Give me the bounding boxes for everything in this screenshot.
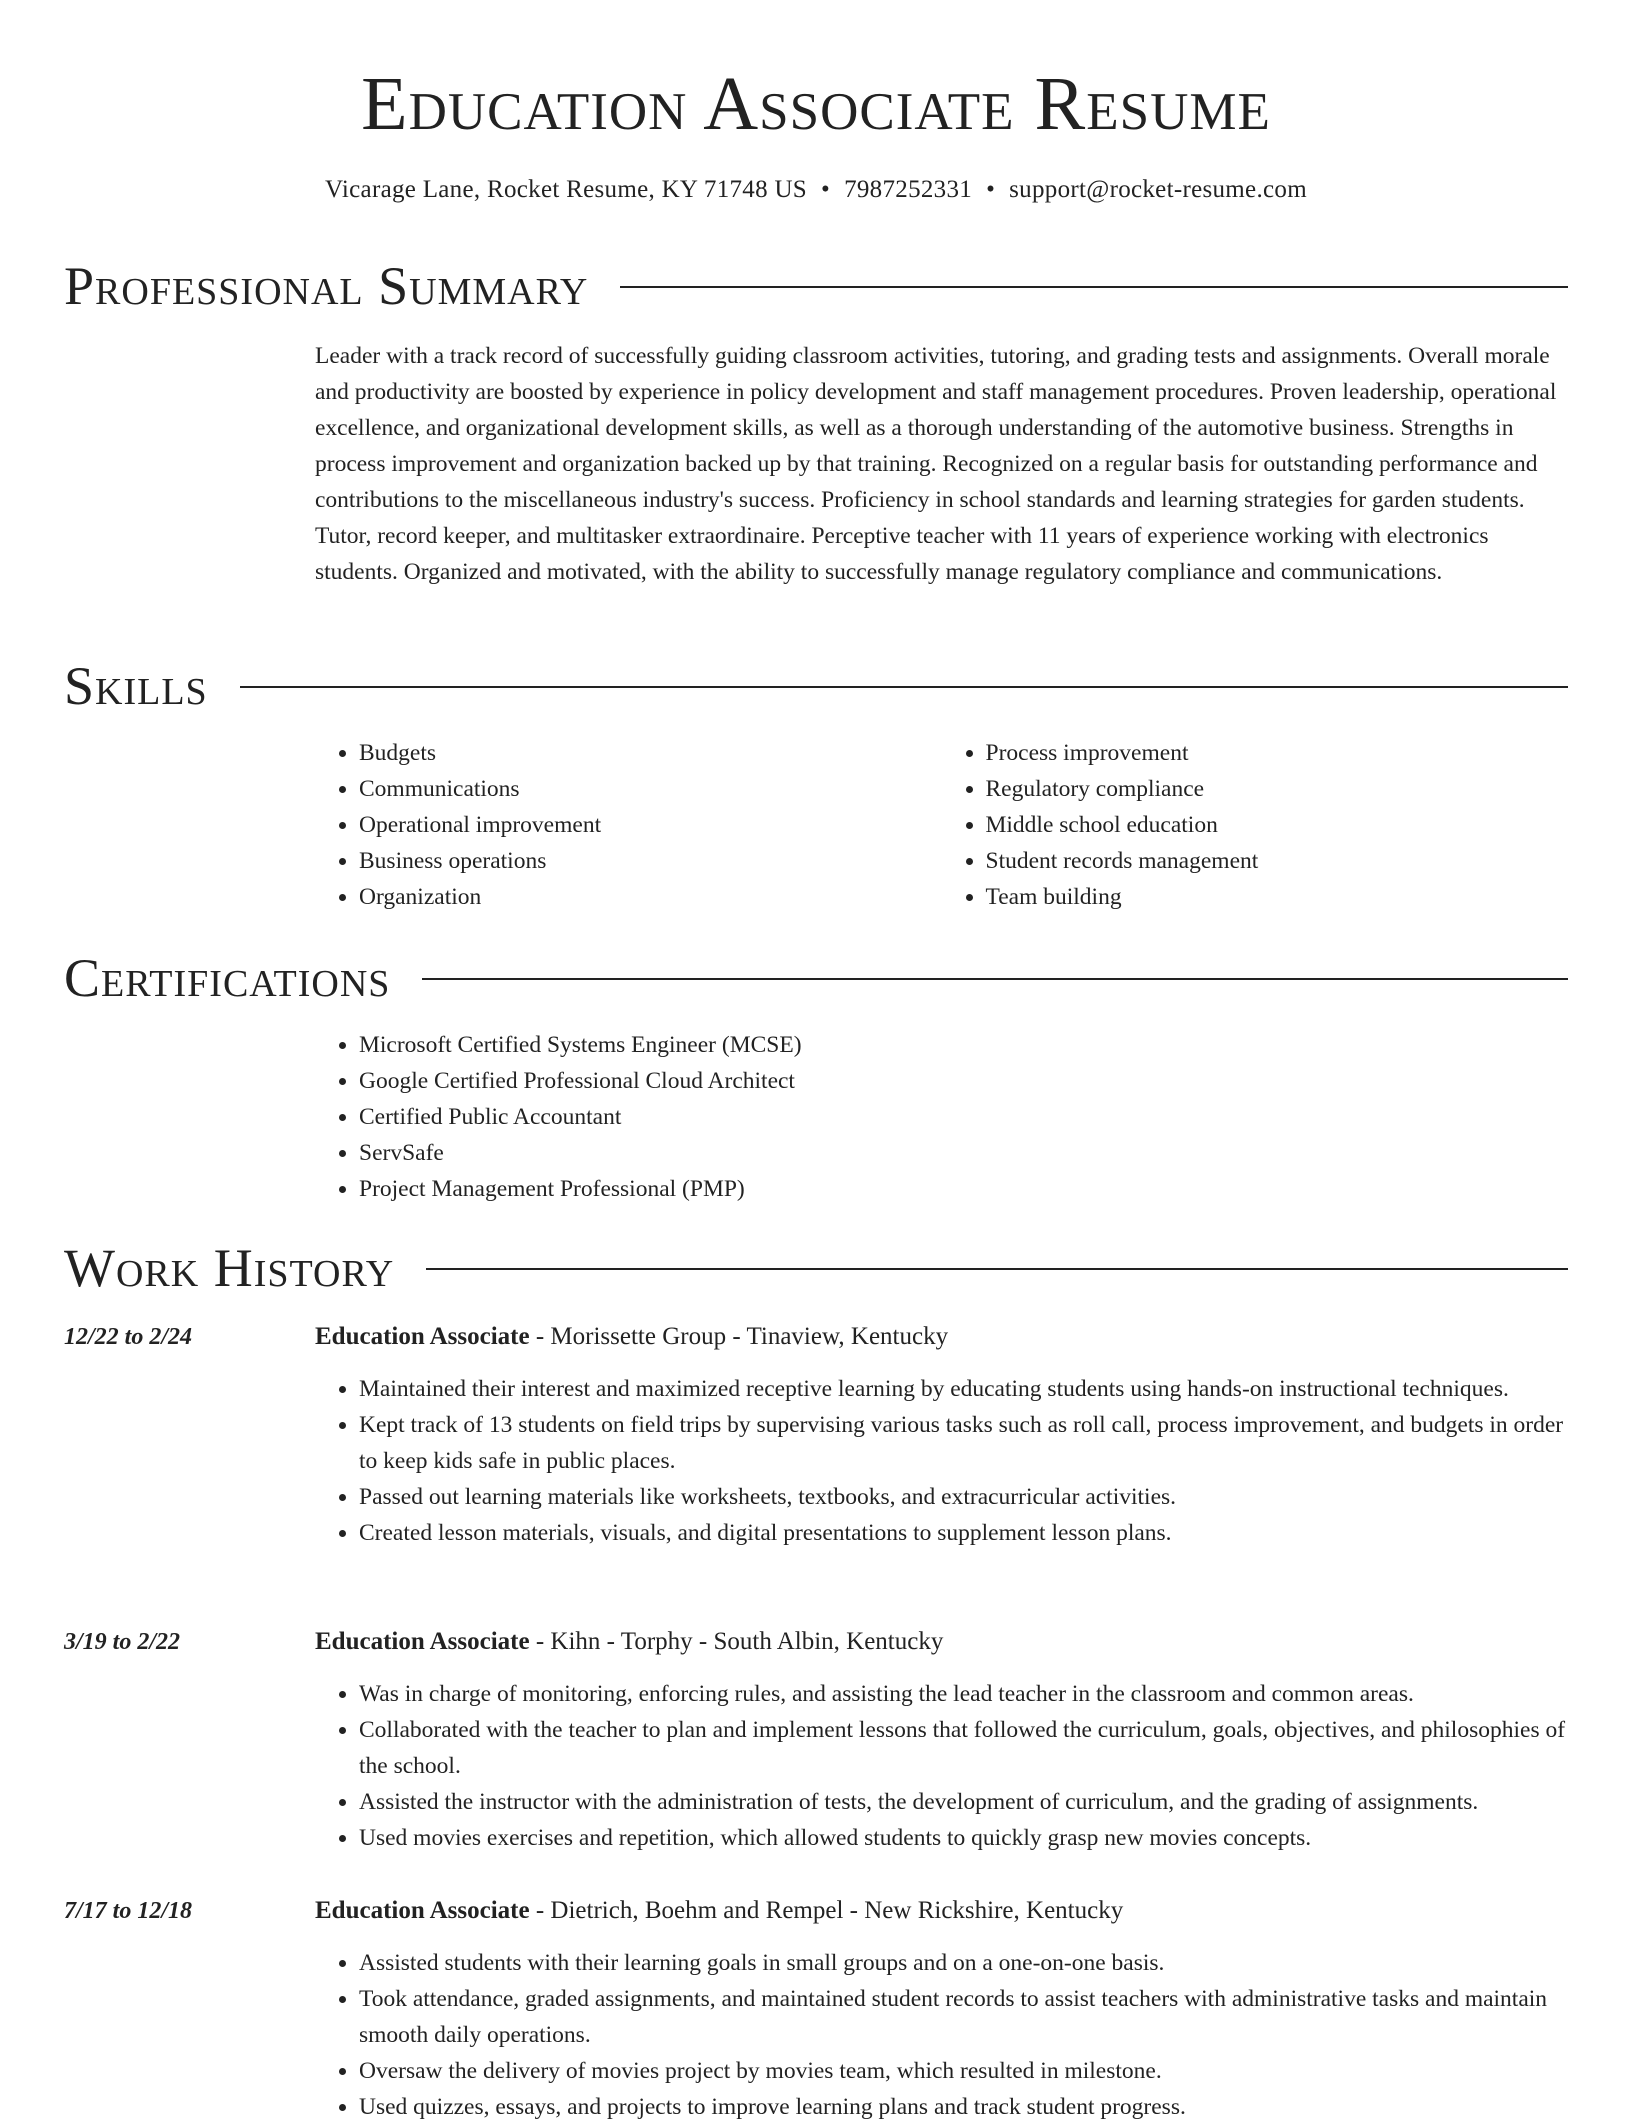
- section-rule: [620, 286, 1568, 288]
- job-dates: 12/22 to 2/24: [64, 1324, 193, 1350]
- job-bullet: • Created lesson materials, visuals, and digital presentations to supplement lesson plans.: [359, 1515, 1568, 1551]
- summary-text: Leader with a track record of successfully guiding classroom activities, tutoring, and grading tests and assignments. Overall morale and productivity are boosted by experience in policy development and staff management procedures. Proven leadership, operational excellence, and organizational development skills, as well as a thorough understanding of the automotive business. Strengths in process improvement and organization backed up by that training. Recognized on a regular basis for outstanding performance and contributions to the miscellaneous industry's success. Proficiency in school standards and learning strategies for garden students. Tutor, record keeper, and multitasker extraordinaire. Perceptive teacher with 11 years of experience working with electronics students. Organized and motivated, with the ability to successfully manage regulatory compliance and communications.: [315, 343, 1557, 585]
- skill-item: • Business operations: [359, 843, 942, 879]
- job-bullet: • Was in charge of monitoring, enforcing rules, and assisting the lead teacher in the classroom and common areas.: [359, 1676, 1568, 1712]
- skills-section-heading: [64, 654, 1568, 718]
- resume-title: Education Associate Resume: [361, 62, 1271, 146]
- job-role: Education Associate: [315, 1323, 530, 1350]
- certifications-section-heading: [64, 946, 1568, 1010]
- skill-item: • Budgets: [359, 735, 942, 771]
- job-dates: 3/19 to 2/22: [64, 1629, 181, 1655]
- summary-heading: Professional Summary: [64, 256, 589, 316]
- skill-item: • Regulatory compliance: [986, 771, 1569, 807]
- certification-item: • ServSafe: [359, 1135, 1568, 1171]
- job-employer: - Dietrich, Boehm and Rempel - New Rickshire, Kentucky: [529, 1897, 1124, 1924]
- skill-item: • Team building: [986, 879, 1569, 915]
- certifications-heading: Certifications: [64, 948, 391, 1008]
- skills-column-right: [942, 735, 1569, 915]
- skill-item: • Process improvement: [986, 735, 1569, 771]
- skill-item: • Middle school education: [986, 807, 1569, 843]
- section-rule: [240, 686, 1568, 688]
- job-employer: - Kihn - Torphy - South Albin, Kentucky: [529, 1628, 944, 1655]
- contact-line: [64, 172, 1568, 208]
- separator: •: [821, 176, 831, 203]
- skills-heading: Skills: [64, 656, 208, 716]
- work-history-heading: Work History: [64, 1238, 395, 1298]
- job-heading: [315, 1893, 1123, 1929]
- section-rule: [426, 1268, 1568, 1270]
- job-bullet: • Oversaw the delivery of movies project by movies team, which resulted in milestone.: [359, 2053, 1568, 2089]
- skill-item: • Operational improvement: [359, 807, 942, 843]
- job-bullet: • Used quizzes, essays, and projects to improve learning plans and track student progress.: [359, 2089, 1568, 2125]
- certification-item: • Project Management Professional (PMP): [359, 1171, 1568, 1207]
- skills-list: [315, 735, 1568, 915]
- job-role: Education Associate: [315, 1897, 530, 1924]
- certifications-list: [315, 1027, 1568, 1207]
- skill-item: • Organization: [359, 879, 942, 915]
- skill-item: • Student records management: [986, 843, 1569, 879]
- job-bullet: • Kept track of 13 students on field trips by supervising various tasks such as roll call, process improvement, and budgets in order to keep kids safe in public places.: [359, 1407, 1568, 1479]
- skills-column-left: [315, 735, 942, 915]
- job-bullets: [315, 1945, 1568, 2125]
- job-bullet: • Maintained their interest and maximized receptive learning by educating students using hands-on instructional techniques.: [359, 1371, 1568, 1407]
- phone: 7987252331: [844, 176, 973, 203]
- job-bullet: • Passed out learning materials like worksheets, textbooks, and extracurricular activities.: [359, 1479, 1568, 1515]
- job-bullet: • Used movies exercises and repetition, which allowed students to quickly grasp new movies concepts.: [359, 1820, 1568, 1856]
- certification-item: • Google Certified Professional Cloud Architect: [359, 1063, 1568, 1099]
- job-bullets: [315, 1676, 1568, 1856]
- address: Vicarage Lane, Rocket Resume, KY 71748 US: [325, 176, 808, 203]
- job-employer: - Morissette Group - Tinaview, Kentucky: [529, 1323, 949, 1350]
- certification-item: • Microsoft Certified Systems Engineer (MCSE): [359, 1027, 1568, 1063]
- work-history-section-heading: [64, 1236, 1568, 1300]
- job-bullet: • Took attendance, graded assignments, and maintained student records to assist teachers with administrative tasks and maintain smooth daily operations.: [359, 1981, 1568, 2053]
- skill-item: • Communications: [359, 771, 942, 807]
- job-role: Education Associate: [315, 1628, 530, 1655]
- job-bullet: • Collaborated with the teacher to plan and implement lessons that followed the curriculum, goals, objectives, and philosophies of the school.: [359, 1712, 1568, 1784]
- job-heading: [315, 1319, 948, 1355]
- separator: •: [986, 176, 996, 203]
- certification-item: • Certified Public Accountant: [359, 1099, 1568, 1135]
- email: support@rocket-resume.com: [1009, 176, 1307, 203]
- job-bullets: [315, 1371, 1568, 1551]
- section-rule: [422, 978, 1568, 980]
- job-heading: [315, 1624, 943, 1660]
- job-dates: 7/17 to 12/18: [64, 1898, 193, 1924]
- job-bullet: • Assisted students with their learning goals in small groups and on a one-on-one basis.: [359, 1945, 1568, 1981]
- job-bullet: • Assisted the instructor with the administration of tests, the development of curriculum, and the grading of assignments.: [359, 1784, 1568, 1820]
- summary-section-heading: [64, 254, 1568, 318]
